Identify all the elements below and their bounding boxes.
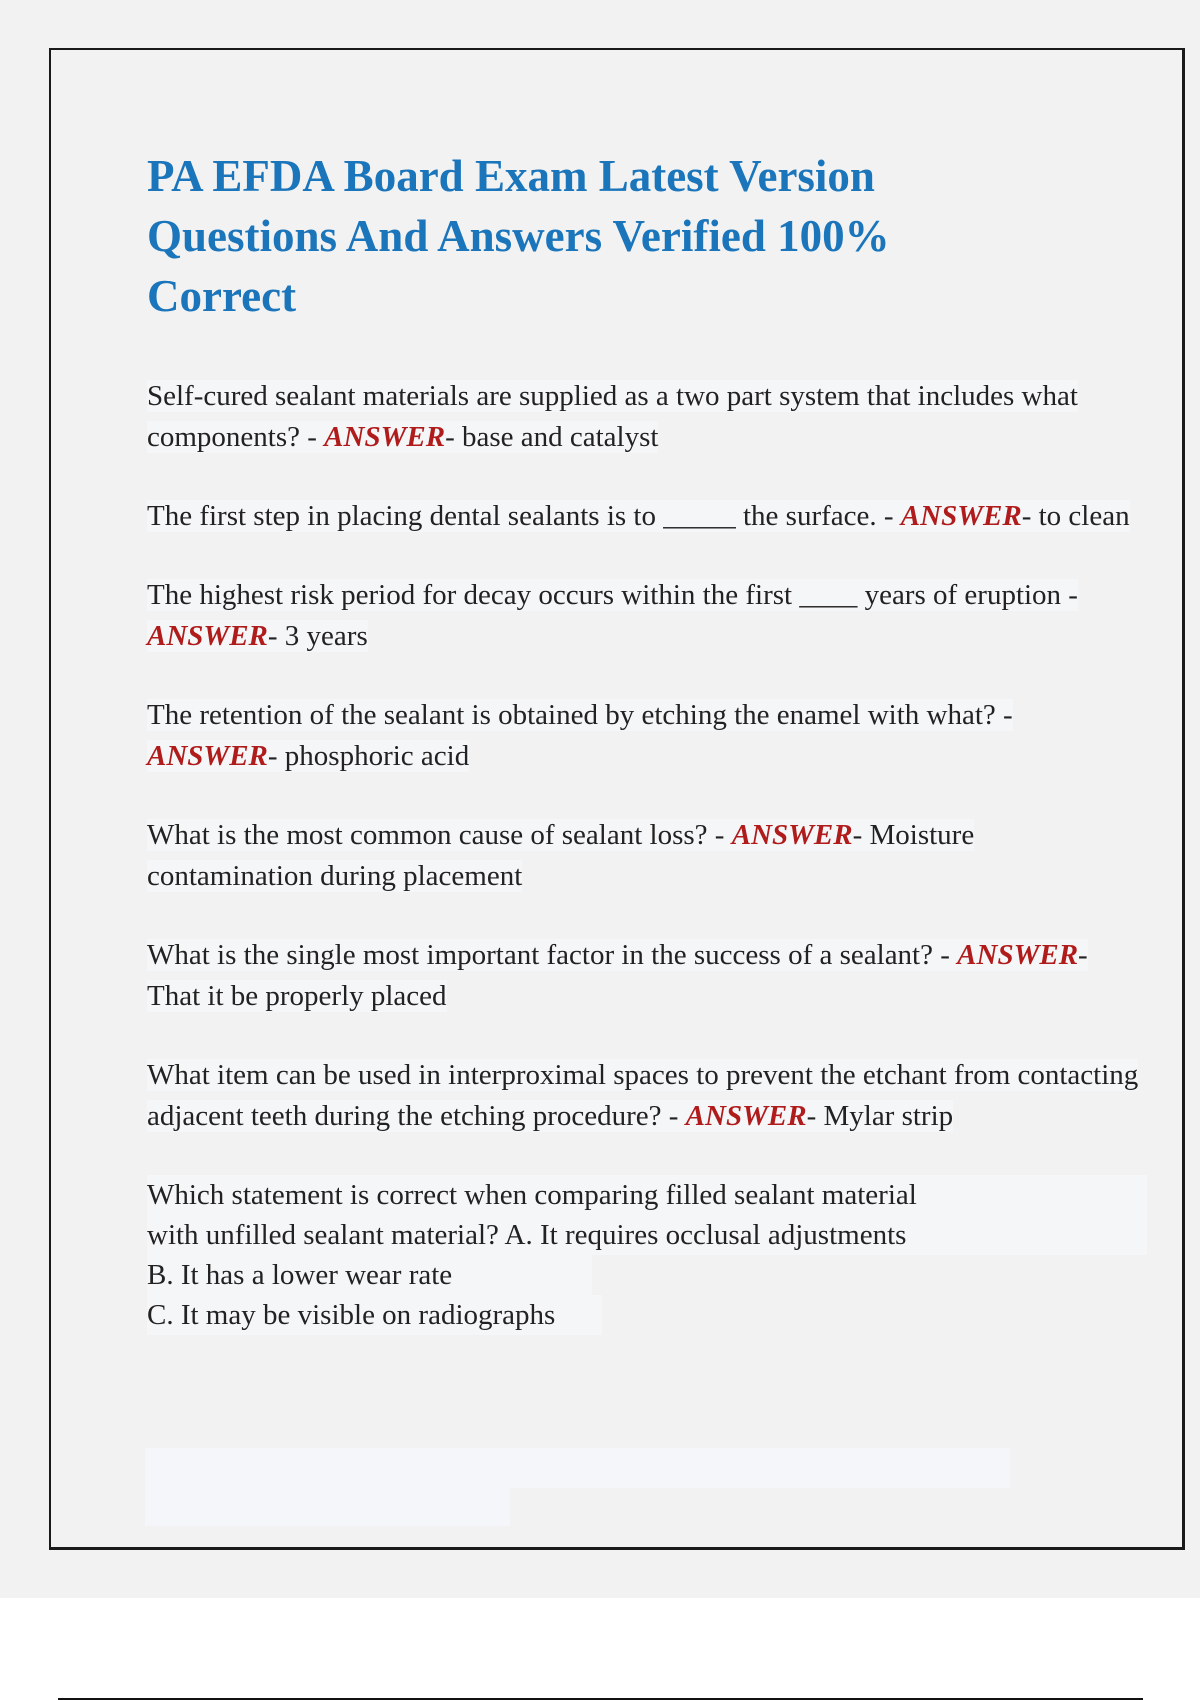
answer-label: ANSWER — [685, 1100, 807, 1132]
question-text: The highest risk period for decay occurs within the first ____ years of eruption - — [147, 579, 1078, 611]
answer-text: - phosphoric acid — [267, 740, 470, 772]
answer-label: ANSWER — [731, 819, 853, 851]
multiple-choice-question — [147, 1175, 1147, 1335]
qa-item — [147, 496, 1147, 537]
question-text: Self-cured sealant materials are supplied as a two part system that includes what components? - — [147, 380, 1078, 453]
qa-list — [147, 376, 1147, 1137]
qa-text — [147, 380, 1078, 453]
answer-text: - That it be properly placed — [147, 939, 1088, 1012]
answer-text: - base and catalyst — [445, 421, 659, 453]
redacted-blur-region — [145, 1488, 510, 1526]
mc-line: with unfilled sealant material? A. It requires occlusal adjustments — [147, 1215, 1147, 1255]
question-text: What item can be used in interproximal spaces to prevent the etchant from contacting adjacent teeth during the etching procedure? - — [147, 1059, 1139, 1132]
qa-text — [147, 500, 1130, 532]
answer-label: ANSWER — [957, 939, 1079, 971]
document-title: PA EFDA Board Exam Latest Version Questions And Answers Verified 100% Correct — [147, 151, 890, 321]
document-content — [147, 146, 1147, 1335]
answer-label: ANSWER — [147, 740, 268, 772]
qa-item — [147, 1055, 1147, 1137]
qa-text — [147, 939, 1088, 1012]
answer-label: ANSWER — [900, 500, 1022, 532]
answer-label: ANSWER — [324, 421, 446, 453]
mc-option-b: B. It has a lower wear rate — [147, 1255, 592, 1295]
qa-text — [147, 819, 974, 892]
qa-text — [147, 1059, 1138, 1132]
question-text: The first step in placing dental sealants is to _____ the surface. - — [147, 500, 901, 532]
qa-item — [147, 575, 1147, 657]
answer-text: - 3 years — [267, 620, 368, 652]
qa-item — [147, 376, 1147, 458]
qa-text — [147, 699, 1013, 772]
question-text: What is the single most important factor in the success of a sealant? - — [147, 939, 958, 971]
mc-option-c: C. It may be visible on radiographs — [147, 1295, 602, 1335]
qa-text — [147, 579, 1078, 652]
qa-item — [147, 695, 1147, 777]
mc-line: Which statement is correct when comparing filled sealant material — [147, 1175, 1147, 1215]
answer-text: - Mylar strip — [806, 1100, 954, 1132]
question-text: The retention of the sealant is obtained by etching the enamel with what? - — [147, 699, 1013, 731]
document-page — [49, 48, 1185, 1550]
answer-text: - Moisture contamination during placement — [147, 819, 975, 892]
redacted-blur-region — [145, 1448, 1010, 1488]
qa-item — [147, 815, 1147, 897]
answer-label: ANSWER — [147, 620, 268, 652]
qa-item — [147, 935, 1147, 1017]
answer-text: - to clean — [1021, 500, 1130, 532]
page-footer-area — [0, 1598, 1200, 1700]
question-text: What is the most common cause of sealant loss? - — [147, 819, 732, 851]
